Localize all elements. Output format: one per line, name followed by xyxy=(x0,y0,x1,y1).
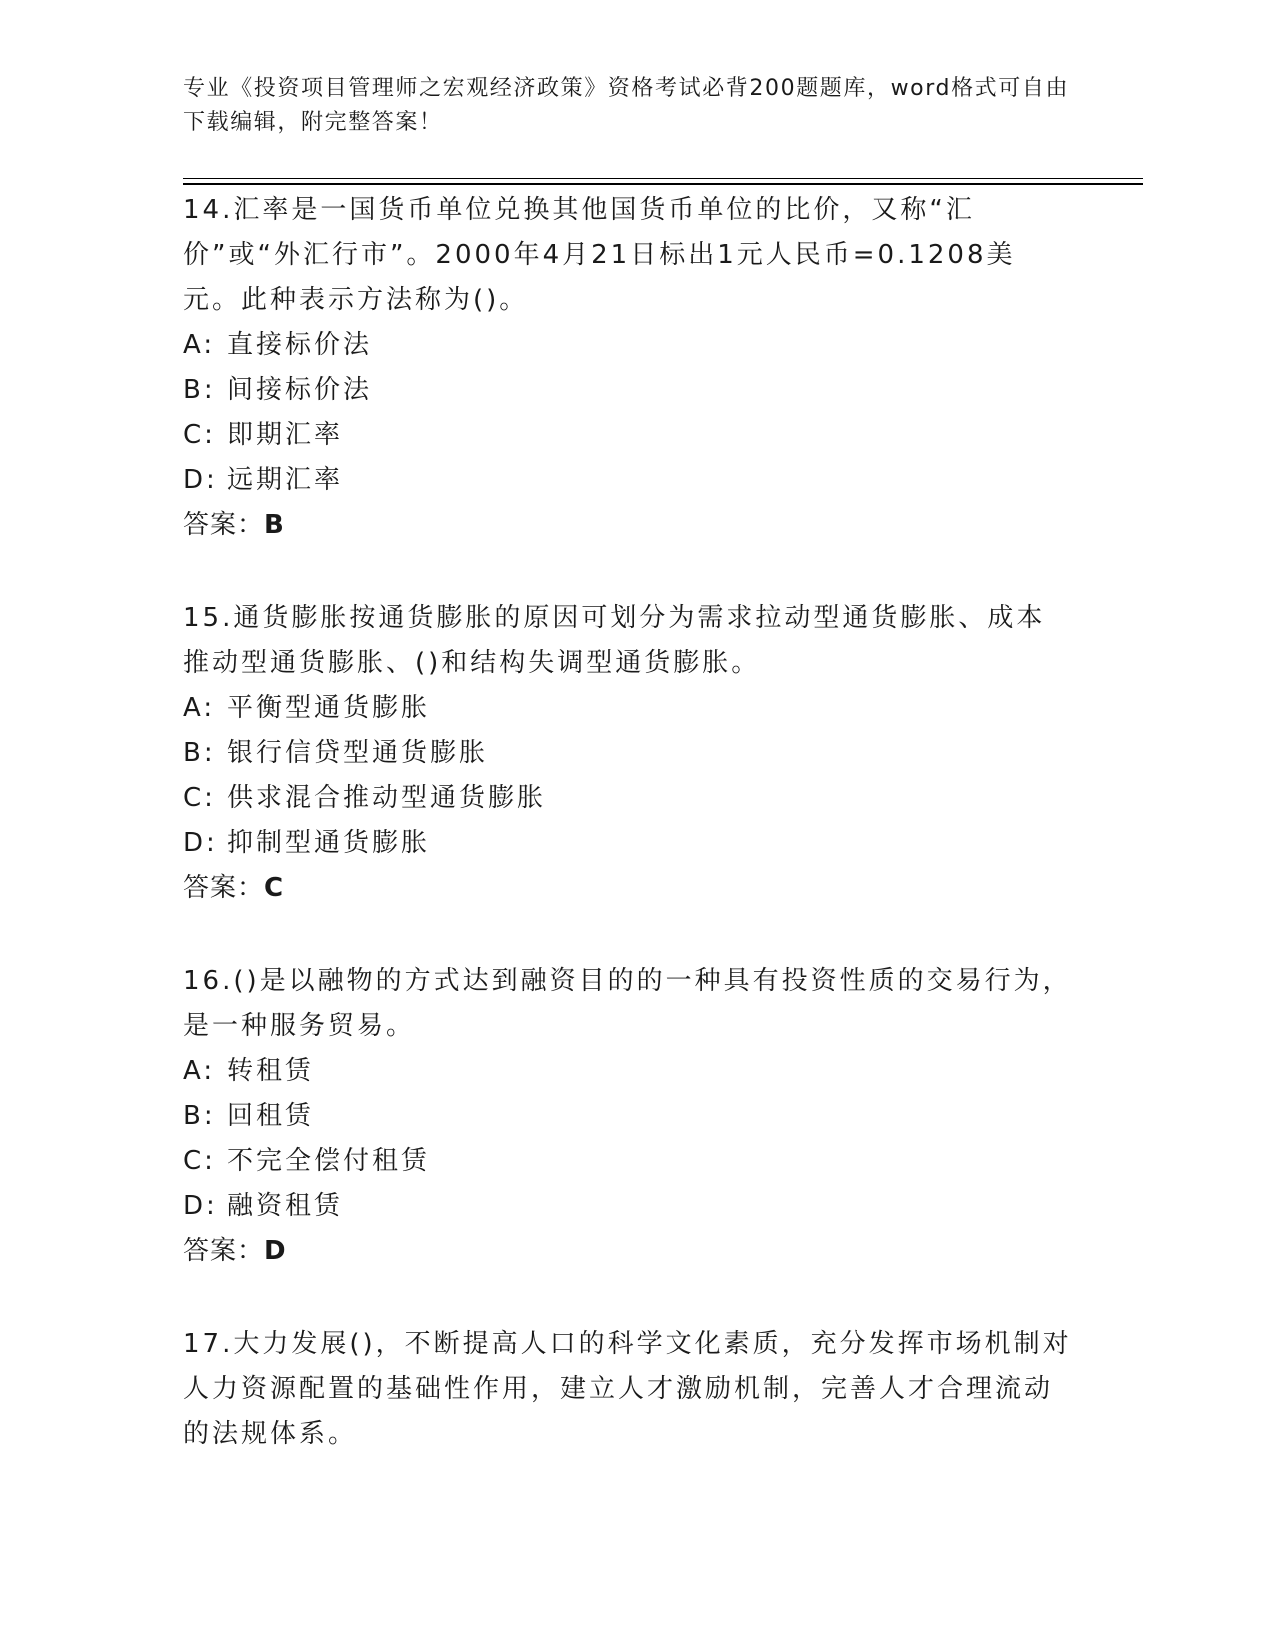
document-header: 专业《投资项目管理师之宏观经济政策》资格考试必背200题题库，word格式可自由下载编辑，附完整答案！ xyxy=(183,76,1070,135)
question-stem: 16.()是以融物的方式达到融资目的的一种具有投资性质的交易行为，是一种服务贸易。 xyxy=(183,966,1072,1041)
answer-value: C xyxy=(264,873,285,903)
answer-line xyxy=(183,1229,1073,1274)
option-b xyxy=(183,368,1073,413)
option-letter: D: xyxy=(183,1191,218,1221)
option-text: 间接标价法 xyxy=(227,375,373,405)
answer-label: 答案： xyxy=(183,1236,265,1266)
option-text: 远期汇率 xyxy=(227,465,344,495)
answer-label: 答案： xyxy=(183,510,265,540)
question-17 xyxy=(183,1322,1073,1457)
question-14 xyxy=(183,188,1073,548)
option-letter: B: xyxy=(183,375,216,405)
answer-label: 答案： xyxy=(183,873,265,903)
option-a xyxy=(183,1049,1073,1094)
option-text: 即期汇率 xyxy=(227,420,344,450)
option-d xyxy=(183,458,1073,503)
option-d xyxy=(183,821,1073,866)
option-text: 回租赁 xyxy=(227,1101,315,1131)
question-15 xyxy=(183,596,1073,911)
answer-line xyxy=(183,866,1073,911)
question-stem: 14.汇率是一国货币单位兑换其他国货币单位的比价，又称“汇价”或“外汇行市”。2000年4月21日标出1元人民币=0.1208美元。此种表示方法称为()。 xyxy=(183,195,1016,315)
option-letter: C: xyxy=(183,1146,216,1176)
option-text: 转租赁 xyxy=(227,1056,315,1086)
option-letter: A: xyxy=(183,1056,216,1086)
option-a xyxy=(183,323,1073,368)
option-a xyxy=(183,686,1073,731)
header-divider-thick xyxy=(183,183,1143,185)
option-letter: B: xyxy=(183,1101,216,1131)
answer-line xyxy=(183,503,1073,548)
option-text: 融资租赁 xyxy=(227,1191,344,1221)
option-letter: C: xyxy=(183,420,216,450)
option-text: 供求混合推动型通货膨胀 xyxy=(227,783,547,813)
option-letter: A: xyxy=(183,693,216,723)
option-b xyxy=(183,1094,1073,1139)
option-d xyxy=(183,1184,1073,1229)
option-text: 平衡型通货膨胀 xyxy=(227,693,431,723)
option-letter: A: xyxy=(183,330,216,360)
option-letter: D: xyxy=(183,465,218,495)
option-letter: C: xyxy=(183,783,216,813)
header-divider-thin xyxy=(183,178,1143,179)
option-c xyxy=(183,413,1073,458)
option-text: 直接标价法 xyxy=(227,330,373,360)
question-16 xyxy=(183,959,1073,1274)
question-list xyxy=(183,188,1073,1505)
option-b xyxy=(183,731,1073,776)
option-text: 不完全偿付租赁 xyxy=(227,1146,431,1176)
option-letter: D: xyxy=(183,828,218,858)
option-letter: B: xyxy=(183,738,216,768)
answer-value: B xyxy=(264,510,285,540)
question-stem: 17.大力发展()，不断提高人口的科学文化素质，充分发挥市场机制对人力资源配置的基础性作用，建立人才激励机制，完善人才合理流动的法规体系。 xyxy=(183,1329,1072,1449)
option-c xyxy=(183,1139,1073,1184)
option-text: 抑制型通货膨胀 xyxy=(227,828,431,858)
option-c xyxy=(183,776,1073,821)
answer-value: D xyxy=(264,1236,287,1266)
question-stem: 15.通货膨胀按通货膨胀的原因可划分为需求拉动型通货膨胀、成本推动型通货膨胀、()和结构失调型通货膨胀。 xyxy=(183,603,1046,678)
option-text: 银行信贷型通货膨胀 xyxy=(227,738,489,768)
